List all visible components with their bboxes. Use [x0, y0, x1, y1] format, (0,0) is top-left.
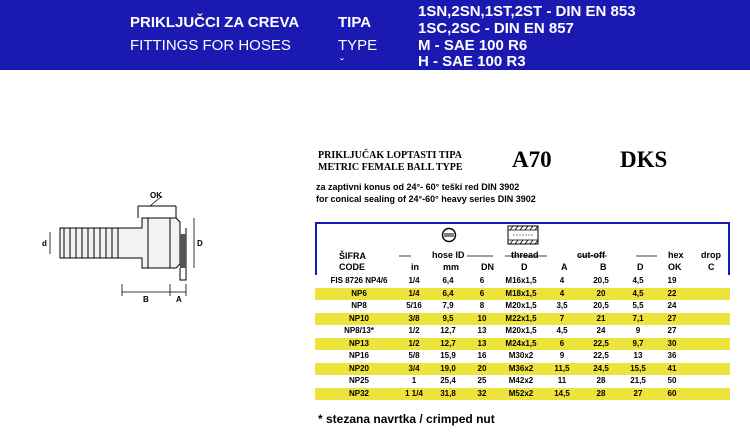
label-ok: OK — [150, 191, 162, 200]
type-tick: ˇ — [340, 56, 344, 70]
table-row: NP16 5/8 15,9 16 M30x2 9 22,5 13 36 — [348, 351, 677, 360]
label-a: A — [176, 295, 182, 304]
product-code: A70 — [512, 147, 552, 172]
title-sr: PRIKLJUČCI ZA CREVA — [130, 14, 300, 31]
label-b: B — [143, 295, 149, 304]
type-en: TYPE — [338, 37, 378, 54]
col-in: in — [411, 262, 419, 272]
hose-section-icon — [441, 227, 457, 243]
col-a: A — [561, 262, 568, 272]
col-d-thread: D — [521, 262, 528, 272]
label-d-large: D — [197, 239, 203, 248]
col-thread: thread — [511, 250, 539, 260]
col-mm: mm — [443, 262, 460, 272]
standard-2: 1SC,2SC - DIN EN 857 — [418, 20, 574, 37]
col-dn: DN — [481, 262, 494, 272]
header-banner — [0, 0, 750, 70]
dimension-table — [315, 222, 730, 400]
col-hose-id: hose ID — [432, 250, 465, 260]
table-row: NP20 3/4 19,0 20 M36x2 11,5 24,5 15,5 41 — [315, 363, 730, 376]
table-header — [315, 248, 730, 275]
description-en: for conical sealing of 24°-60° heavy series DIN 3902 — [316, 194, 536, 204]
description-sr: za zaptivni konus od 24°- 60° teški red DIN 3902 — [316, 182, 520, 192]
footnote: * stezana navrtka / crimped nut — [318, 412, 495, 426]
title-en: FITTINGS FOR HOSES — [130, 37, 291, 54]
table-row: NP25 1 25,4 25 M42x2 11 28 21,5 50 — [348, 376, 677, 385]
col-code: CODE — [339, 262, 366, 272]
standard-1: 1SN,2SN,1ST,2ST - DIN EN 853 — [418, 3, 636, 20]
col-d-cutoff: D — [637, 262, 644, 272]
product-name-sr: PRIKLJUČAK LOPTASTI TIPA — [318, 150, 462, 161]
table-row: NP8 5/16 7,9 8 M20x1,5 3,5 20,5 5,5 24 — [351, 301, 677, 310]
col-ok: OK — [668, 262, 682, 272]
table-row: NP6 1/4 6,4 6 M18x1,5 4 20 4,5 22 — [315, 288, 730, 301]
table-row: NP13 1/2 12,7 13 M24x1,5 6 22,5 9,7 30 — [315, 338, 730, 351]
col-sifra: ŠIFRA — [339, 251, 366, 261]
table-row: NP8/13* 1/2 12,7 13 M20x1,5 4,5 24 9 27 — [344, 326, 677, 335]
thread-icon — [507, 225, 539, 245]
col-b: B — [600, 262, 607, 272]
table-row: FIS 8726 NP4/6 1/4 6,4 6 M16x1,5 4 20,5 4,5 19 — [330, 276, 677, 285]
table-row: NP10 3/8 9,5 10 M22x1,5 7 21 7,1 27 — [315, 313, 730, 326]
standard-4: H - SAE 100 R3 — [418, 53, 526, 70]
col-c: C — [708, 262, 715, 272]
type-sr: TIPA — [338, 14, 372, 31]
col-hex: hex — [668, 250, 684, 260]
product-name-en: METRIC FEMALE BALL TYPE — [318, 162, 463, 173]
table-icon-row — [315, 222, 730, 248]
product-series: DKS — [620, 147, 668, 172]
col-drop: drop — [701, 250, 721, 260]
table-row: NP32 1 1/4 31,8 32 M52x2 14,5 28 27 60 — [315, 388, 730, 401]
fitting-drawing — [30, 188, 220, 308]
col-cutoff: cut-off — [577, 250, 605, 260]
standard-3: M - SAE 100 R6 — [418, 37, 528, 54]
label-d-small: d — [42, 239, 47, 248]
